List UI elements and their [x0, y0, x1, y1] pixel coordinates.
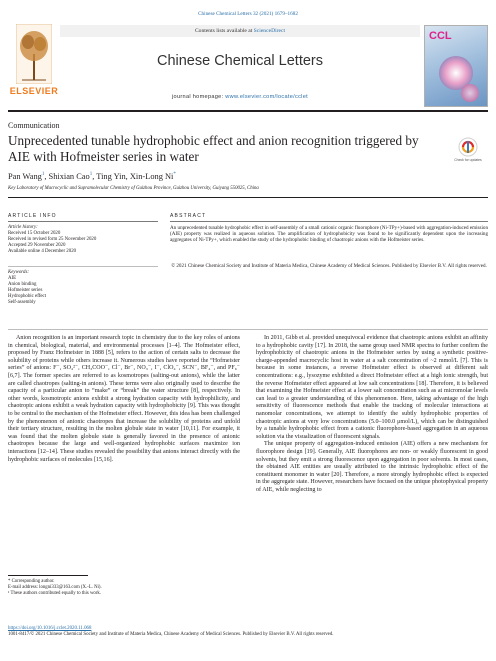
- footnote-email: E-mail address: longni333@163.com (X.-L. Ni).: [8, 585, 102, 590]
- header-divider: [8, 110, 488, 112]
- issn-copyright: 1001-8417/© 2021 Chinese Chemical Society and Institute of Materia Medica, Chinese Academy of Medical Sciences. Published by Elsevier B.V. All rights reserved.: [8, 632, 334, 637]
- homepage-label: journal homepage:: [172, 94, 226, 100]
- history-item: Accepted 29 November 2020: [8, 243, 66, 249]
- keywords: [8, 270, 158, 307]
- article-type: Communication: [8, 121, 60, 130]
- contents-bar: [60, 25, 420, 37]
- history-title: Article history:: [8, 225, 38, 230]
- history-item: Available online 4 December 2020: [8, 249, 77, 255]
- cover-title: CCL: [429, 30, 452, 42]
- article-info-heading: ARTICLE INFO: [8, 213, 57, 219]
- abstract-text: An unprecedented tunable hydrophobic effect in self-assembly of a small cationic organic fluorophore (Ni-TPy+)-based with aggregation-induced emission (AIE) property was realized in aqueous solution. The amplification of hydrophobicity was found to be significantly dependent upon the increasing aggregates of Ni-TPy+, which enabled the study of the hydrophobic binding of chaotropic anions with the Hofmeister series.: [170, 225, 488, 244]
- author-name: Ting Yin: [96, 172, 126, 181]
- sciencedirect-link[interactable]: ScienceDirect: [253, 28, 286, 34]
- footnotes: [8, 579, 240, 597]
- doi-block: [8, 626, 488, 638]
- elsevier-tree-icon: [16, 24, 52, 84]
- doi-link[interactable]: https://doi.org/10.1016/j.cclet.2020.11.068: [8, 626, 92, 631]
- keyword-item: Hydrophobic effect: [8, 294, 47, 300]
- keywords-title: Keywords:: [8, 270, 30, 275]
- author-mark: *: [173, 172, 176, 178]
- abstract-copyright: © 2021 Chinese Chemical Society and Institute of Materia Medica, Chinese Academy of Medical Sciences. Published by Elsevier B.V. All rights reserved.: [171, 263, 487, 269]
- author-name: Xin-Long Ni: [129, 172, 174, 181]
- journal-cover-image: [424, 25, 488, 107]
- history-item: Received in revised form 25 November 2020: [8, 237, 97, 243]
- keyword-item: Self-assembly: [8, 300, 36, 306]
- author-mark: 1: [89, 172, 93, 178]
- body-divider: [8, 329, 488, 330]
- journal-homepage: [60, 94, 420, 100]
- author-mark: 1: [41, 172, 45, 178]
- body-paragraph: In 2011, Gibb et al. provided unequivocal evidence that chaotropic anions exhibit an affinity to a hydrophobic cavity [17]. In 2018, the same group used NMR spectra to further confirm the hydrophobicity of chaotropic anions in the Hofmeister series by using a synthetic positive-charge-appended macrocyclic host in water at a salt concentration of ~2 mmol/L [7]. This is because in some instances, a reverse Hofmeister effect is observed at different salt concentrations: e.g., lysozyme exhibited a direct Hofmeister effect at a high ionic strength, but the reverse Hofmeister effect appeared at low salt concentrations [18]. Therefore, it is believed that examining the Hofmeister effect at a lower salt concentration such as at micromolar levels can lead to a greater understanding of this phenomenon. Here, taking advantage of the high sensitivity of fluorescence methods that enable the tracking of molecular interactions at nanomolar concentrations, we attempt to identify the subtly hydrophobic properties of chaotropic anions at very low concentrations (5.0–100.0 μmol/L), which can be distinguished by a tunable hydrophobic effect from a cationic fluorophore-based aggregation in an aqueous solution via the visualization of fluorescent signals.: [256, 335, 488, 440]
- keywords-rule: [8, 266, 158, 267]
- keyword-item: Anion binding: [8, 282, 37, 288]
- footnote-rule: [8, 575, 88, 576]
- author-name: Pan Wang: [8, 172, 42, 181]
- elsevier-logo: [8, 24, 59, 104]
- body-column-left: [8, 335, 240, 464]
- body-column-right: [256, 335, 488, 494]
- contents-prefix: Contents lists available at: [194, 28, 254, 34]
- footnote-equal-contribution: ¹ These authors contributed equally to this work.: [8, 591, 102, 596]
- check-for-updates-icon[interactable]: [454, 136, 482, 164]
- title-divider: [8, 197, 488, 198]
- journal-title: Chinese Chemical Letters: [156, 53, 324, 69]
- abstract-heading: ABSTRACT: [170, 213, 207, 219]
- article-history: [8, 225, 158, 255]
- journal-citation: Chinese Chemical Letters 32 (2021) 1679–1682: [198, 11, 298, 17]
- publisher-wordmark: ELSEVIER: [9, 86, 59, 96]
- history-item: Received 15 October 2020: [8, 231, 61, 237]
- article-info-rule: [8, 221, 158, 222]
- abstract-rule: [170, 221, 488, 222]
- affiliation: Key Laboratory of Macrocyclic and Supramolecular Chemistry of Guizhou Province, Guizhou University, Guiyang 550025, China: [8, 186, 259, 191]
- homepage-link[interactable]: www.elsevier.com/locate/cclet: [225, 94, 308, 100]
- body-paragraph: Anion recognition is an important research topic in chemistry due to the key roles of anions in chemical, biological, material, and environmental processes [1–4]. The Hofmeister effect, proposed by Franz Hofmeister in 1888 [5], refers to the action of certain salts to decrease the solubility of proteins while others increase it. Numerous studies have reported the “Hofmeister series” of anions: F⁻, SO₄²⁻, CH₃COO⁻, Cl⁻, Br⁻, NO₃⁻, I⁻, ClO₄⁻, SCN⁻, BF₄⁻, and PF₆⁻ [6,7]. The former species are referred to as kosmotropes (salting-out anions), while the latter are called chaotropes (salting-in anions). These terms were also originally used to describe the capacity of a particular anion to “make” or “break” the water structure [8], respectively. In other words, kosmotropic anions exhibit a strong hydration capacity with hydrophilicity, and chaotropic anions exhibit a weak hydration capacity with hydrophobicity [9]. This was thought to be central to the mechanism of the Hofmeister effect. However, this idea has been challenged by the phenomenon of anionic chaotropes that increase the solubility of proteins and unfold their tertiary structure, resulting in the molten globule state in water [10,11]. For example, it was found that the molten globule state is generally favored in the presence of anionic chaotropes because the large and well-organized hydrophobic surfaces maximize ion interactions [12–14]. These studies revealed the possibility that anions interact directly with the hydrophobic surfaces of molecules [15,16].: [8, 335, 240, 463]
- body-paragraph: The unique property of aggregation-induced emission (AIE) offers a new mechanism for fluorophore design [19]. Generally, AIE fluorophores are non- or weakly fluorescent in good solvents, but they emit a strong fluorescence upon aggregation in poor solvents. In most cases, the obtained AIE entities are usually attributed to the intrinsic hydrophobic effect of the constituent monomer in water [20]. Therefore, a more strongly hydrophobic effect is expected in the aggregate state. However, researchers have focused on the unique photophysical property of AIE, while neglecting to: [256, 441, 488, 493]
- keyword-item: AIE: [8, 276, 17, 282]
- article-title: Unprecedented tunable hydrophobic effect and anion recognition triggered by AIE with Hofmeister series in water: [8, 133, 419, 164]
- crossmark-label: Check for updates: [454, 158, 482, 162]
- footnote-corresponding: * Corresponding author.: [8, 579, 55, 584]
- author-list: Pan Wang$^1$, Shixian Cao$^1$, Ting Yin, Xin-Long Ni*: [8, 172, 176, 181]
- keyword-item: Hofmeister series: [8, 288, 43, 294]
- author-name: Shixian Cao: [48, 172, 90, 181]
